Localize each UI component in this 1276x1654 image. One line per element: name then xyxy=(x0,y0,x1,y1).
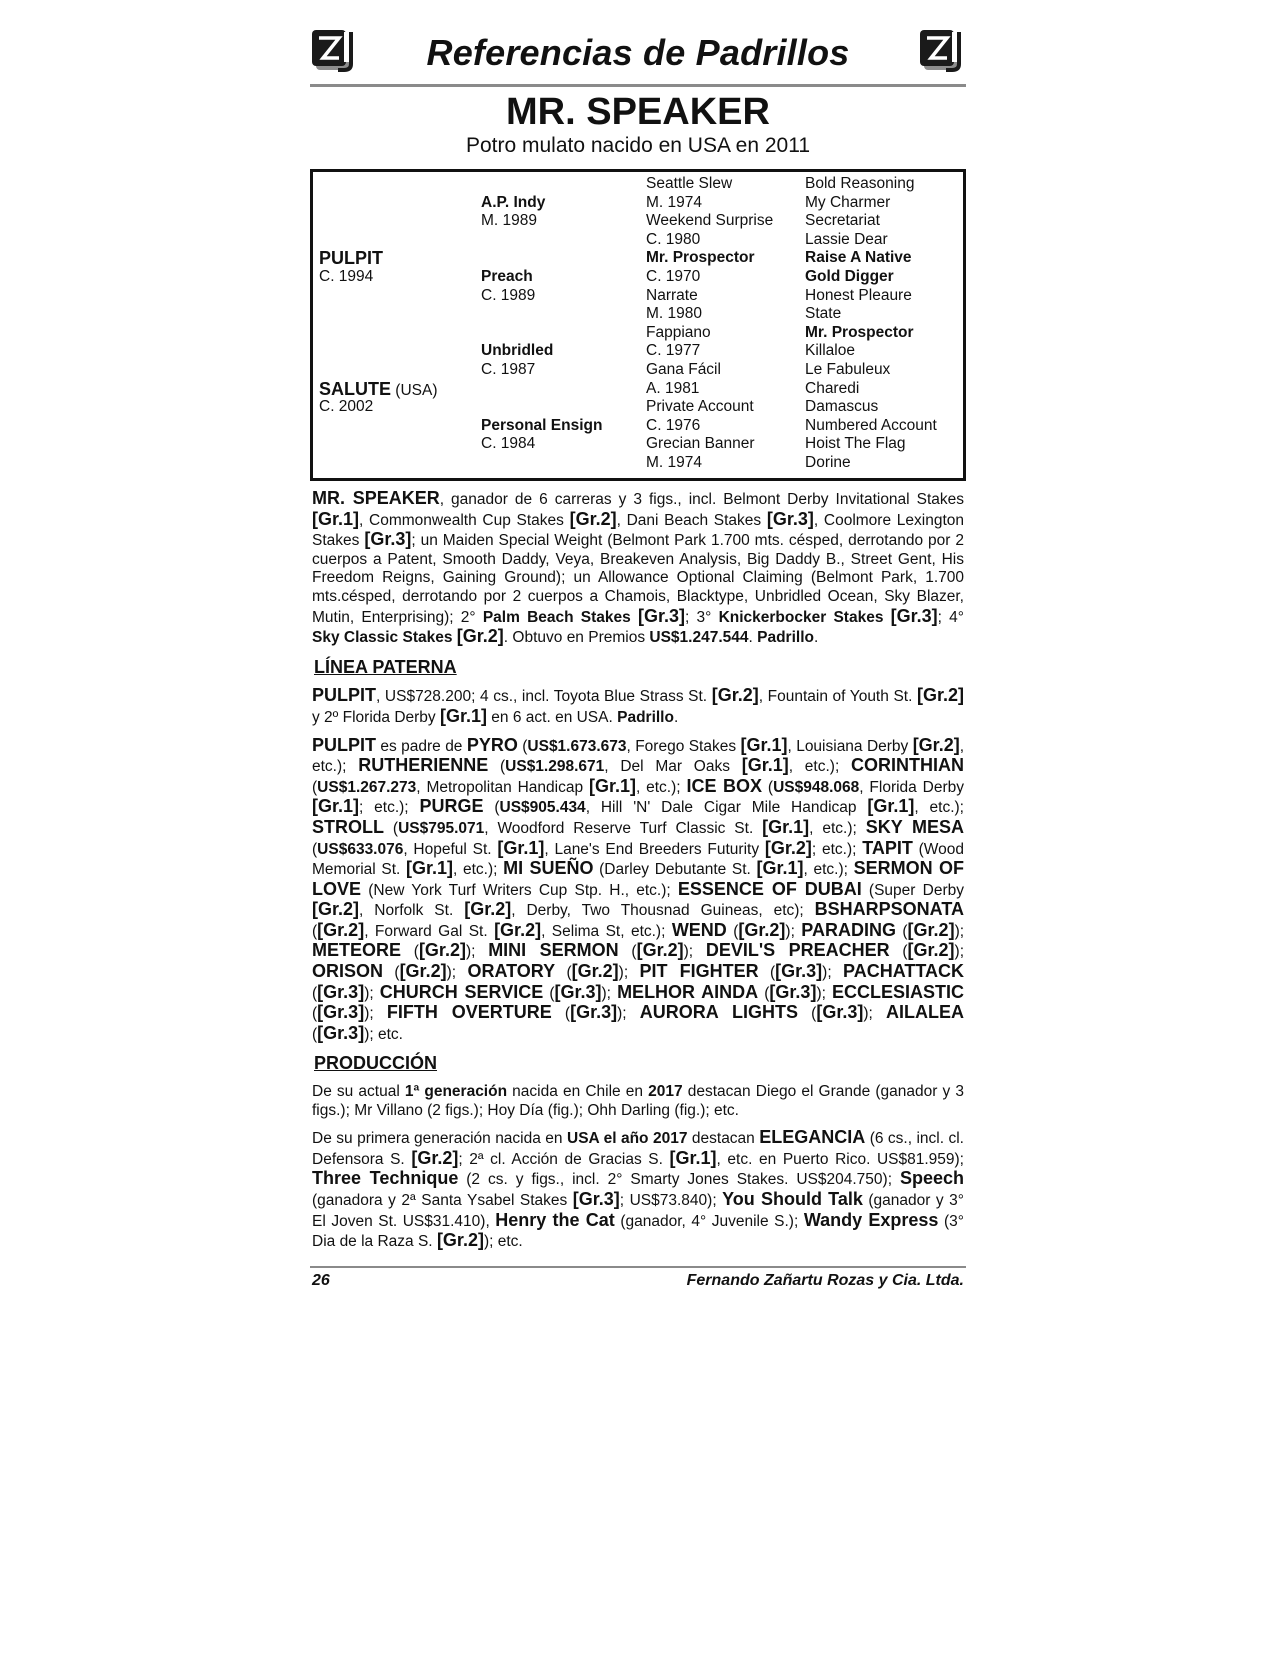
emphasis-text: ESSENCE OF DUBAI xyxy=(677,878,862,899)
emphasis-text: [Gr.3] xyxy=(317,1002,365,1023)
body-text: . xyxy=(748,629,758,647)
pedigree-cell xyxy=(319,175,438,194)
emphasis-text: PULPIT xyxy=(312,734,377,755)
emphasis-text: ORISON xyxy=(312,961,384,982)
pedigree-cell: Narrate xyxy=(646,286,698,304)
emphasis-text: METEORE xyxy=(312,940,402,961)
body-text: , Metropolitan Handicap xyxy=(416,778,589,796)
body-text: . xyxy=(673,708,679,726)
emphasis-text: MELHOR AINDA xyxy=(617,981,759,1002)
body-text: , etc.); xyxy=(312,737,965,776)
page-number: 26 xyxy=(312,1271,330,1289)
pedigree-cell: Preach xyxy=(481,267,533,285)
bold-text: 2017 xyxy=(648,1083,683,1101)
sire-record-paragraph xyxy=(312,686,964,727)
body-text: ( xyxy=(488,758,506,776)
bold-text: USA el año 2017 xyxy=(567,1130,688,1148)
bold-text: US$948.068 xyxy=(773,778,860,796)
body-text: (2 cs. y figs., incl. 2° Smarty Jones Stakes. US$204.750); xyxy=(458,1171,900,1189)
emphasis-text: SERMON OF LOVE xyxy=(312,858,964,899)
pedigree-cell: M. 1980 xyxy=(646,305,703,323)
emphasis-text: PULPIT xyxy=(312,685,377,706)
emphasis-text: [Gr.3] xyxy=(775,961,823,982)
body-text: nacida en Chile en xyxy=(507,1083,649,1101)
pedigree-cell: C. 2002 xyxy=(319,398,374,416)
racing-record-paragraph xyxy=(312,489,964,648)
body-text: ); xyxy=(816,984,832,1002)
pedigree-cell xyxy=(319,212,438,231)
pedigree-cell: Personal Ensign xyxy=(481,416,603,434)
emphasis-text: PURGE xyxy=(419,796,484,817)
bold-text: Padrillo xyxy=(757,629,814,647)
company-name: Fernando Zañartu Rozas y Cia. Ltda. xyxy=(686,1271,964,1289)
body-text: ); xyxy=(364,984,380,1002)
pedigree-cell: Lassie Dear xyxy=(805,230,888,248)
emphasis-text: [Gr.1] xyxy=(588,775,636,796)
body-text: , Hill 'N' Dale Cigar Mile Handicap xyxy=(585,799,868,817)
section-heading-production: PRODUCCIÓN xyxy=(314,1053,438,1074)
emphasis-text: [Gr.2] xyxy=(711,685,759,706)
emphasis-text: You Should Talk xyxy=(722,1189,863,1209)
bold-text: Palm Beach Stakes xyxy=(482,608,638,626)
emphasis-text: ICE BOX xyxy=(686,775,763,796)
body-text: , Hopeful St. xyxy=(403,840,498,858)
emphasis-text: CORINTHIAN xyxy=(851,755,964,776)
body-text: , Commonwealth Cup Stakes xyxy=(359,511,570,529)
emphasis-text: [Gr.2] xyxy=(738,919,786,940)
emphasis-text: [Gr.1] xyxy=(312,796,360,817)
emphasis-text: [Gr.3] xyxy=(570,1002,618,1023)
emphasis-text: [Gr.2] xyxy=(571,961,619,982)
emphasis-text: PARADING xyxy=(801,919,896,940)
body-text: , Dani Beach Stakes xyxy=(616,511,767,529)
emphasis-text: [Gr.2] xyxy=(317,919,365,940)
pedigree-cell: C. 1970 xyxy=(646,267,701,285)
pedigree-cell: C. 1980 xyxy=(646,230,701,248)
body-text: y 2º Florida Derby xyxy=(312,708,440,726)
bold-text: Knickerbocker Stakes xyxy=(718,608,891,626)
pedigree-cell xyxy=(481,231,602,250)
body-text: , Coolmore Lexington Stakes xyxy=(312,511,964,550)
emphasis-text: STROLL xyxy=(312,816,384,837)
emphasis-text: AILALEA xyxy=(886,1002,965,1023)
horse-subtitle: Potro mulato nacido en USA en 2011 xyxy=(465,134,810,157)
body-text: ); xyxy=(601,984,618,1002)
emphasis-text: Henry the Cat xyxy=(495,1209,615,1230)
body-text: De su primera generación nacida en xyxy=(312,1130,567,1148)
body-text: ; etc.); xyxy=(359,799,420,817)
pedigree-cell: Hoist The Flag xyxy=(805,435,906,453)
emphasis-text: [Gr.2] xyxy=(636,940,684,961)
body-text: (ganador, 4° Juvenile S.); xyxy=(614,1212,804,1230)
pedigree-cell: Secretariat xyxy=(805,212,880,230)
body-text: ( xyxy=(555,964,572,982)
body-text: ( xyxy=(312,778,318,796)
bold-text: US$795.071 xyxy=(398,819,485,837)
body-text: , Florida Derby xyxy=(859,778,965,796)
body-text: ; 4° xyxy=(937,608,965,626)
emphasis-text: [Gr.1] xyxy=(406,858,454,879)
body-text: ( xyxy=(312,1005,318,1023)
emphasis-text: [Gr.2] xyxy=(494,919,542,940)
body-text: ; US$73.840); xyxy=(619,1192,723,1209)
emphasis-text: Speech xyxy=(899,1168,964,1189)
body-text: (3° Dia de la Raza S. xyxy=(312,1212,964,1251)
bold-text: US$1.673.673 xyxy=(527,737,627,755)
body-text: , Norfolk St. xyxy=(359,902,465,920)
pedigree-cell: Gana Fácil xyxy=(646,360,721,378)
sire-progeny-paragraph xyxy=(312,736,964,1045)
body-text: ); xyxy=(785,922,802,940)
page-title: Referencias de Padrillos xyxy=(426,32,850,73)
emphasis-text: [Gr.1] xyxy=(740,734,788,755)
pedigree-sire: PULPIT xyxy=(319,248,384,269)
pedigree-cell: Bold Reasoning xyxy=(805,175,915,192)
body-text: ( xyxy=(312,1025,318,1043)
body-text: , Louisiana Derby xyxy=(787,737,913,755)
pedigree-cell: A.P. Indy xyxy=(481,193,546,211)
body-text: ); xyxy=(954,922,965,940)
emphasis-text: WEND xyxy=(671,919,727,940)
emphasis-text: FIFTH OVERTURE xyxy=(386,1002,552,1023)
body-text: ); xyxy=(822,964,844,982)
bold-text: US$1.267.273 xyxy=(317,778,417,796)
body-text: ( xyxy=(312,984,318,1002)
emphasis-text: [Gr.2] xyxy=(399,961,447,982)
pedigree-cell: Damascus xyxy=(805,398,879,416)
body-text: ); xyxy=(863,1005,887,1023)
usa-generation-paragraph xyxy=(312,1128,964,1252)
body-text: ); xyxy=(683,943,706,961)
body-text: De su actual xyxy=(312,1083,405,1101)
body-text: ); xyxy=(465,943,489,961)
pedigree-cell: Fappiano xyxy=(646,323,711,341)
bold-text: US$1.247.544 xyxy=(649,629,749,647)
pedigree-cell: Dorine xyxy=(805,453,851,471)
emphasis-text: [Gr.3] xyxy=(317,1022,365,1043)
body-text: ); etc. xyxy=(483,1233,523,1251)
horse-name: MR. SPEAKER xyxy=(506,91,770,133)
body-text: ( xyxy=(895,922,908,940)
body-text: , Del Mar Oaks xyxy=(604,758,742,776)
body-text: , Fountain of Youth St. xyxy=(758,688,917,706)
bold-text: Sky Classic Stakes xyxy=(312,629,457,647)
body-text: (Super Derby xyxy=(861,881,964,899)
emphasis-text: ELEGANCIA xyxy=(759,1127,866,1148)
body-text: ( xyxy=(758,984,770,1002)
body-text: (Darley Debutante St. xyxy=(593,861,757,879)
emphasis-text: [Gr.2] xyxy=(912,734,960,755)
body-text: ); xyxy=(618,964,640,982)
body-text: ( xyxy=(762,778,774,796)
pedigree-cell xyxy=(319,324,438,343)
pedigree-cell: Charedi xyxy=(805,379,860,397)
pedigree-dam-name: SALUTE xyxy=(319,378,391,399)
pedigree-cell: C. 1976 xyxy=(646,416,701,434)
emphasis-text: [Gr.2] xyxy=(764,837,812,858)
body-text: , etc.); xyxy=(788,758,851,776)
body-text: ( xyxy=(797,1005,817,1023)
pedigree-col-grandparents xyxy=(481,175,602,473)
pedigree-col-great-grandparents xyxy=(646,175,773,473)
emphasis-text: AURORA LIGHTS xyxy=(639,1002,798,1023)
body-text: ( xyxy=(312,922,318,940)
emphasis-text: BSHARPSONATA xyxy=(814,899,965,920)
emphasis-text: [Gr.1] xyxy=(867,796,915,817)
emphasis-text: PACHATTACK xyxy=(843,961,965,982)
pedigree-cell xyxy=(481,249,602,268)
body-text: , Lane's End Breeders Futurity xyxy=(544,840,765,858)
pedigree-cell: C. 1994 xyxy=(319,267,374,285)
pedigree-dam xyxy=(319,380,438,399)
emphasis-text: [Gr.3] xyxy=(638,605,686,626)
pedigree-cell xyxy=(481,175,602,194)
pedigree-cell: Weekend Surprise xyxy=(646,212,774,230)
emphasis-text: [Gr.1] xyxy=(497,837,545,858)
body-text: ( xyxy=(383,964,400,982)
bold-text: US$905.434 xyxy=(499,799,586,817)
pedigree-cell xyxy=(319,231,438,250)
body-text: , Forego Stakes xyxy=(626,737,741,755)
bold-text: 1ª generación xyxy=(404,1083,508,1101)
emphasis-text: [Gr.1] xyxy=(312,508,360,529)
emphasis-text: MI SUEÑO xyxy=(503,858,594,879)
body-text: (New York Turf Writers Cup Stp. H., etc.); xyxy=(361,881,678,899)
pedigree-cell xyxy=(481,324,602,343)
body-text: destacan xyxy=(687,1130,760,1148)
body-text: , Selima St, etc.); xyxy=(541,922,672,940)
pedigree-cell: C. 1987 xyxy=(481,360,536,378)
emphasis-text: [Gr.3] xyxy=(554,981,602,1002)
pedigree-cell: My Charmer xyxy=(805,193,891,211)
emphasis-text: [Gr.2] xyxy=(436,1230,484,1251)
body-text: ( xyxy=(758,964,776,982)
pedigree-cell xyxy=(319,435,438,454)
emphasis-text: PIT FIGHTER xyxy=(639,961,759,982)
body-text: , etc.); xyxy=(809,819,866,837)
emphasis-text: RUTHERIENNE xyxy=(358,755,489,776)
page-header xyxy=(310,22,966,80)
bold-text: US$633.076 xyxy=(317,840,404,858)
emphasis-text: [Gr.3] xyxy=(769,981,817,1002)
emphasis-text: PYRO xyxy=(466,734,518,755)
pedigree-cell xyxy=(481,305,602,324)
body-text: ( xyxy=(551,1005,571,1023)
pedigree-cell: C. 1977 xyxy=(646,342,701,360)
body-text: ( xyxy=(483,799,500,817)
pedigree-cell xyxy=(319,342,438,361)
body-text: ); xyxy=(617,1005,640,1023)
pedigree-col-sire-dam xyxy=(319,175,438,473)
pedigree-cell: A. 1981 xyxy=(646,379,700,397)
body-text: , Woodford Reserve Turf Classic St. xyxy=(484,819,763,837)
emphasis-text: [Gr.2] xyxy=(464,899,512,920)
bold-text: Padrillo xyxy=(617,708,674,726)
emphasis-text: MR. SPEAKER xyxy=(312,488,440,508)
body-text: , ganador de 6 carreras y 3 figs., incl. Belmont Derby Invitational Stakes xyxy=(439,491,965,508)
pedigree-cell xyxy=(481,398,602,417)
pedigree-cell xyxy=(481,454,602,473)
body-text: , etc.); xyxy=(453,861,504,879)
body-text: ( xyxy=(543,984,555,1002)
pedigree-cell: Le Fabuleux xyxy=(805,360,891,378)
pedigree-cell: Gold Digger xyxy=(805,267,894,285)
emphasis-text: SKY MESA xyxy=(865,816,964,837)
body-text: ( xyxy=(618,943,637,961)
emphasis-text: [Gr.2] xyxy=(569,508,617,529)
emphasis-text: [Gr.3] xyxy=(364,529,412,550)
emphasis-text: [Gr.3] xyxy=(766,508,814,529)
body-text: ); etc. xyxy=(364,1025,403,1043)
pedigree-cell: Killaloe xyxy=(805,342,855,360)
pedigree-cell xyxy=(319,361,438,380)
body-text: , US$728.200; 4 cs., incl. Toyota Blue Strass St. xyxy=(376,688,712,706)
pedigree-cell: C. 1984 xyxy=(481,435,536,453)
pedigree-cell xyxy=(319,194,438,213)
pedigree-cell: Seattle Slew xyxy=(646,175,733,192)
body-text: (Wood Memorial St. xyxy=(312,840,964,879)
emphasis-text: DEVIL'S PREACHER xyxy=(705,940,890,961)
emphasis-text: [Gr.1] xyxy=(762,816,810,837)
pedigree-dam-country: (USA) xyxy=(391,381,438,399)
pedigree-cell: Honest Pleaure xyxy=(805,286,912,304)
emphasis-text: Wandy Express xyxy=(803,1209,939,1230)
emphasis-text: [Gr.2] xyxy=(418,940,466,961)
pedigree-cell: C. 1989 xyxy=(481,286,536,304)
pedigree-cell: M. 1989 xyxy=(481,212,538,230)
emphasis-text: [Gr.2] xyxy=(312,899,360,920)
body-text: destacan Diego el Grande (ganador y 3 figs.); Mr Villano (2 figs.); Hoy Día (fig.); Ohh Darling (fig.); etc. xyxy=(312,1083,964,1119)
body-text: ); xyxy=(364,1005,387,1023)
emphasis-text: [Gr.3] xyxy=(572,1189,620,1209)
emphasis-text: [Gr.3] xyxy=(816,1002,864,1023)
body-text: , etc. en Puerto Rico. US$81.959); xyxy=(716,1150,964,1168)
body-text: (6 cs., incl. cl. Defensora S. xyxy=(312,1130,964,1168)
pedigree-cell xyxy=(319,454,438,473)
body-text: . Obtuvo en Premios xyxy=(503,629,650,647)
section-heading-paternal-line: LÍNEA PATERNA xyxy=(314,656,457,677)
body-text: ; etc.); xyxy=(811,840,863,858)
body-text: ; 2ª cl. Acción de Gracias S. xyxy=(458,1150,670,1168)
pedigree-cell: Numbered Account xyxy=(805,416,937,434)
bold-text: US$1.298.671 xyxy=(505,758,605,776)
pedigree-cell: M. 1974 xyxy=(646,193,703,211)
pedigree-cell xyxy=(319,305,438,324)
body-text: ( xyxy=(401,943,419,961)
pedigree-cell: M. 1974 xyxy=(646,453,703,471)
emphasis-text: [Gr.2] xyxy=(917,685,965,706)
body-text: ( xyxy=(312,840,318,858)
body-text: , etc.); xyxy=(635,778,687,796)
pedigree-cell: Raise A Native xyxy=(805,249,912,267)
page-footer xyxy=(310,1268,966,1290)
emphasis-text: [Gr.1] xyxy=(741,755,789,776)
body-text: . xyxy=(813,629,819,647)
body-text: ); xyxy=(954,943,964,961)
pedigree-table xyxy=(310,169,966,481)
description xyxy=(310,489,966,1252)
pedigree-cell xyxy=(481,380,602,399)
pedigree-cell: State xyxy=(805,305,842,323)
body-text: ; 3° xyxy=(685,608,719,626)
emphasis-text: [Gr.3] xyxy=(890,605,938,626)
emphasis-text: [Gr.2] xyxy=(907,940,955,961)
emphasis-text: Three Technique xyxy=(312,1168,459,1189)
emphasis-text: [Gr.2] xyxy=(907,919,955,940)
body-text: ( xyxy=(889,943,908,961)
body-text: , Forward Gal St. xyxy=(364,922,495,940)
pedigree-col-great-great-grandparents xyxy=(805,175,937,473)
pedigree-cell: Unbridled xyxy=(481,342,554,360)
body-text: ( xyxy=(384,819,399,837)
emphasis-text: [Gr.2] xyxy=(456,626,504,647)
header-divider xyxy=(310,84,966,87)
pedigree-cell xyxy=(319,287,438,306)
body-text: , Derby, Two Thousnad Guineas, etc); xyxy=(511,902,815,920)
emphasis-text: ORATORY xyxy=(467,961,556,982)
body-text: en 6 act. en USA. xyxy=(487,708,618,726)
emphasis-text: TAPIT xyxy=(862,837,913,858)
body-text: ); xyxy=(446,964,468,982)
emphasis-text: [Gr.1] xyxy=(669,1147,717,1168)
emphasis-text: CHURCH SERVICE xyxy=(379,981,544,1002)
chile-generation-paragraph xyxy=(312,1083,964,1120)
body-text: ( xyxy=(726,922,739,940)
emphasis-text: [Gr.1] xyxy=(439,705,487,726)
fz-logo-icon xyxy=(918,26,966,76)
body-text: , etc.); xyxy=(914,799,964,817)
body-text: , etc.); xyxy=(803,861,854,879)
emphasis-text: [Gr.2] xyxy=(411,1147,459,1168)
body-text: ( xyxy=(517,737,528,755)
body-text: (ganadora y 2ª Santa Ysabel Stakes xyxy=(312,1192,573,1209)
page xyxy=(310,22,966,1290)
pedigree-cell: Grecian Banner xyxy=(646,435,755,453)
pedigree-cell xyxy=(319,417,438,436)
emphasis-text: ECCLESIASTIC xyxy=(832,981,965,1002)
pedigree-cell: Mr. Prospector xyxy=(646,249,755,267)
pedigree-cell: Mr. Prospector xyxy=(805,323,914,341)
body-text: (ganador y 3° El Joven St. US$31.410), xyxy=(312,1192,964,1230)
body-text: es padre de xyxy=(376,737,467,755)
emphasis-text: [Gr.1] xyxy=(756,858,804,879)
emphasis-text: MINI SERMON xyxy=(488,940,619,961)
emphasis-text: [Gr.3] xyxy=(317,981,365,1002)
body-text: ; un Maiden Special Weight (Belmont Park 1.700 mts. césped, derrotando por 2 cuerpos a Patent, Smooth Daddy, Veya, Breakeven Analysis, Big Daddy B., Street Gent, His Freedom Reigns, Gaining Ground); un Allowance Optional Claiming (Belmont Park, 1.700 mts.césped, derrotando por 2 cuerpos a Chamois, Blacktype, Unbridled Ocean, Sky Blazer, Mutin, Enterprising); 2° xyxy=(312,532,964,626)
pedigree-cell: Private Account xyxy=(646,398,754,416)
